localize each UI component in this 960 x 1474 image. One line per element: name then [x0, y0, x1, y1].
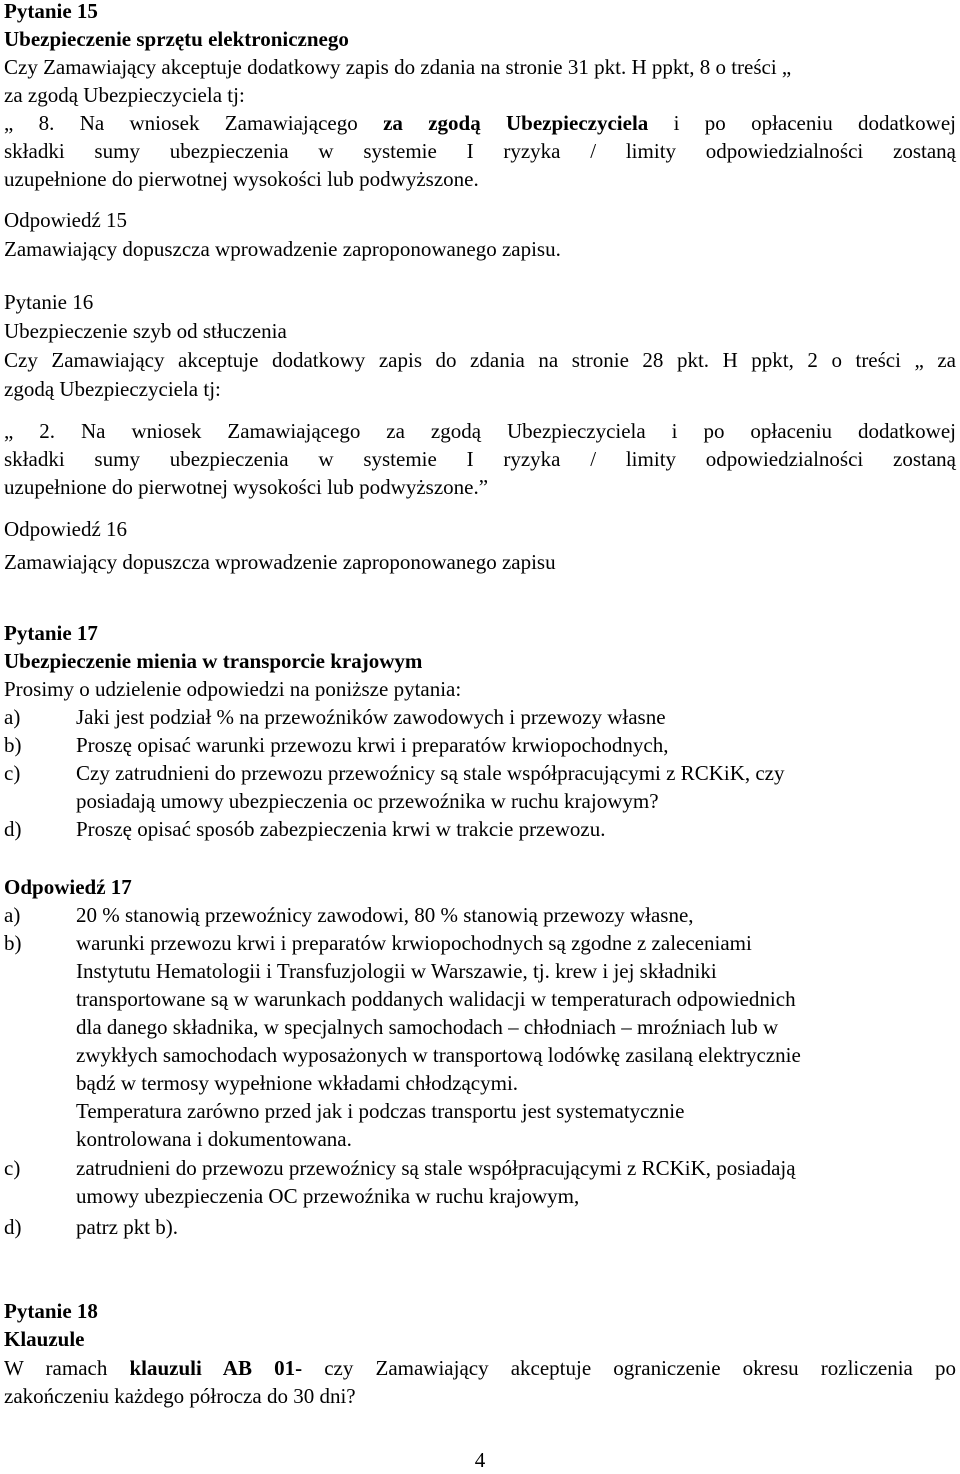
list-marker: b)	[4, 931, 22, 955]
list-item-text: Jaki jest podział % na przewoźników zawodowych i przewozy własne	[76, 705, 666, 729]
list-item-text: kontrolowana i dokumentowana.	[76, 1127, 352, 1151]
q15-answer-heading: Odpowiedź 15	[4, 208, 128, 232]
q17-heading: Pytanie 17	[4, 621, 98, 645]
list-item-text: posiadają umowy ubezpieczenia oc przewoźnika w ruchu krajowym?	[76, 789, 659, 813]
q15-quote-line-1	[4, 109, 956, 137]
q18-text-prefix: W ramach	[4, 1356, 130, 1380]
q16-answer-heading: Odpowiedź 16	[4, 517, 128, 541]
q15-quote-prefix: „ 8. Na wniosek Zamawiającego	[4, 111, 384, 135]
q15-answer: Zamawiający dopuszcza wprowadzenie zaproponowanego zapisu.	[4, 237, 561, 261]
q18-subject: Klauzule	[4, 1327, 85, 1351]
list-marker: c)	[4, 761, 21, 785]
q15-quote-suffix: i po opłaceniu dodatkowej	[648, 111, 957, 135]
q18-text-line-2: zakończeniu każdego półrocza do 30 dni?	[4, 1384, 356, 1408]
q16-quote-line-1: „ 2. Na wniosek Zamawiającego za zgodą Ubezpieczyciela i po opłaceniu dodatkowej	[4, 419, 956, 443]
list-item-text: Proszę opisać sposób zabezpieczenia krwi w trakcie przewozu.	[76, 817, 606, 841]
q17-answer-heading: Odpowiedź 17	[4, 875, 132, 899]
q15-quote-bold: za zgodą Ubezpieczyciela	[383, 111, 649, 135]
q15-subject: Ubezpieczenie sprzętu elektronicznego	[4, 27, 349, 51]
list-marker: c)	[4, 1156, 21, 1180]
q18-text-suffix: czy Zamawiający akceptuje ograniczenie okresu rozliczenia po	[302, 1356, 957, 1380]
q15-quote-line-3: uzupełnione do pierwotnej wysokości lub podwyższone.	[4, 167, 479, 191]
list-item-text: warunki przewozu krwi i preparatów krwiopochodnych są zgodne z zaleceniami	[76, 931, 752, 955]
list-marker: a)	[4, 903, 21, 927]
q17-intro: Prosimy o udzielenie odpowiedzi na poniższe pytania:	[4, 677, 462, 701]
q16-quote-line-2: składki sumy ubezpieczenia w systemie I ryzyka / limity odpowiedzialności zostaną	[4, 447, 956, 471]
q18-heading: Pytanie 18	[4, 1299, 98, 1323]
list-item-text: zatrudnieni do przewozu przewoźnicy są stale współpracującymi z RCKiK, posiadają	[76, 1156, 796, 1180]
q16-subject: Ubezpieczenie szyb od stłuczenia	[4, 319, 287, 343]
list-item-text: 20 % stanowią przewoźnicy zawodowi, 80 % stanowią przewozy własne,	[76, 903, 694, 927]
list-marker: b)	[4, 733, 22, 757]
list-item-text: Czy zatrudnieni do przewozu przewoźnicy są stale współpracującymi z RCKiK, czy	[76, 761, 785, 785]
list-item-text: transportowane są w warunkach poddanych walidacji w temperaturach odpowiednich	[76, 987, 796, 1011]
q16-quote-line-3: uzupełnione do pierwotnej wysokości lub podwyższone.”	[4, 475, 489, 499]
list-item-text: umowy ubezpieczenia OC przewoźnika w ruchu krajowym,	[76, 1184, 580, 1208]
q15-question-line-2: za zgodą Ubezpieczyciela tj:	[4, 83, 245, 107]
list-marker: a)	[4, 705, 21, 729]
list-item-text: zwykłych samochodach wyposażonych w transportową lodówkę zasilaną elektrycznie	[76, 1043, 801, 1067]
q16-heading: Pytanie 16	[4, 290, 94, 314]
list-item-text: Temperatura zarówno przed jak i podczas transportu jest systematycznie	[76, 1099, 685, 1123]
list-item-text: Proszę opisać warunki przewozu krwi i preparatów krwiopochodnych,	[76, 733, 669, 757]
q15-quote-line-2: składki sumy ubezpieczenia w systemie I ryzyka / limity odpowiedzialności zostaną	[4, 139, 956, 163]
list-item-text: Instytutu Hematologii i Transfuzjologii w Warszawie, tj. krew i jej składniki	[76, 959, 717, 983]
q15-question-line-1: Czy Zamawiający akceptuje dodatkowy zapis do zdania na stronie 31 pkt. H ppkt, 8 o treści „	[4, 55, 792, 79]
q15-heading: Pytanie 15	[4, 0, 98, 23]
list-item-text: patrz pkt b).	[76, 1215, 179, 1239]
list-marker: d)	[4, 817, 22, 841]
q16-answer: Zamawiający dopuszcza wprowadzenie zaproponowanego zapisu	[4, 550, 556, 574]
q18-text-bold: klauzuli AB 01-	[129, 1356, 303, 1380]
list-marker: d)	[4, 1215, 22, 1239]
list-item-text: bądź w termosy wypełnione wkładami chłodzącymi.	[76, 1071, 519, 1095]
list-item-text: dla danego składnika, w specjalnych samochodach – chłodniach – mroźniach lub w	[76, 1015, 779, 1039]
q16-question-line-2: zgodą Ubezpieczyciela tj:	[4, 377, 221, 401]
q17-subject: Ubezpieczenie mienia w transporcie krajowym	[4, 649, 423, 673]
q16-question-line-1: Czy Zamawiający akceptuje dodatkowy zapis do zdania na stronie 28 pkt. H ppkt, 2 o treści „ za	[4, 348, 956, 372]
page-number: 4	[474, 1448, 486, 1472]
q18-text-line-1	[4, 1354, 956, 1382]
